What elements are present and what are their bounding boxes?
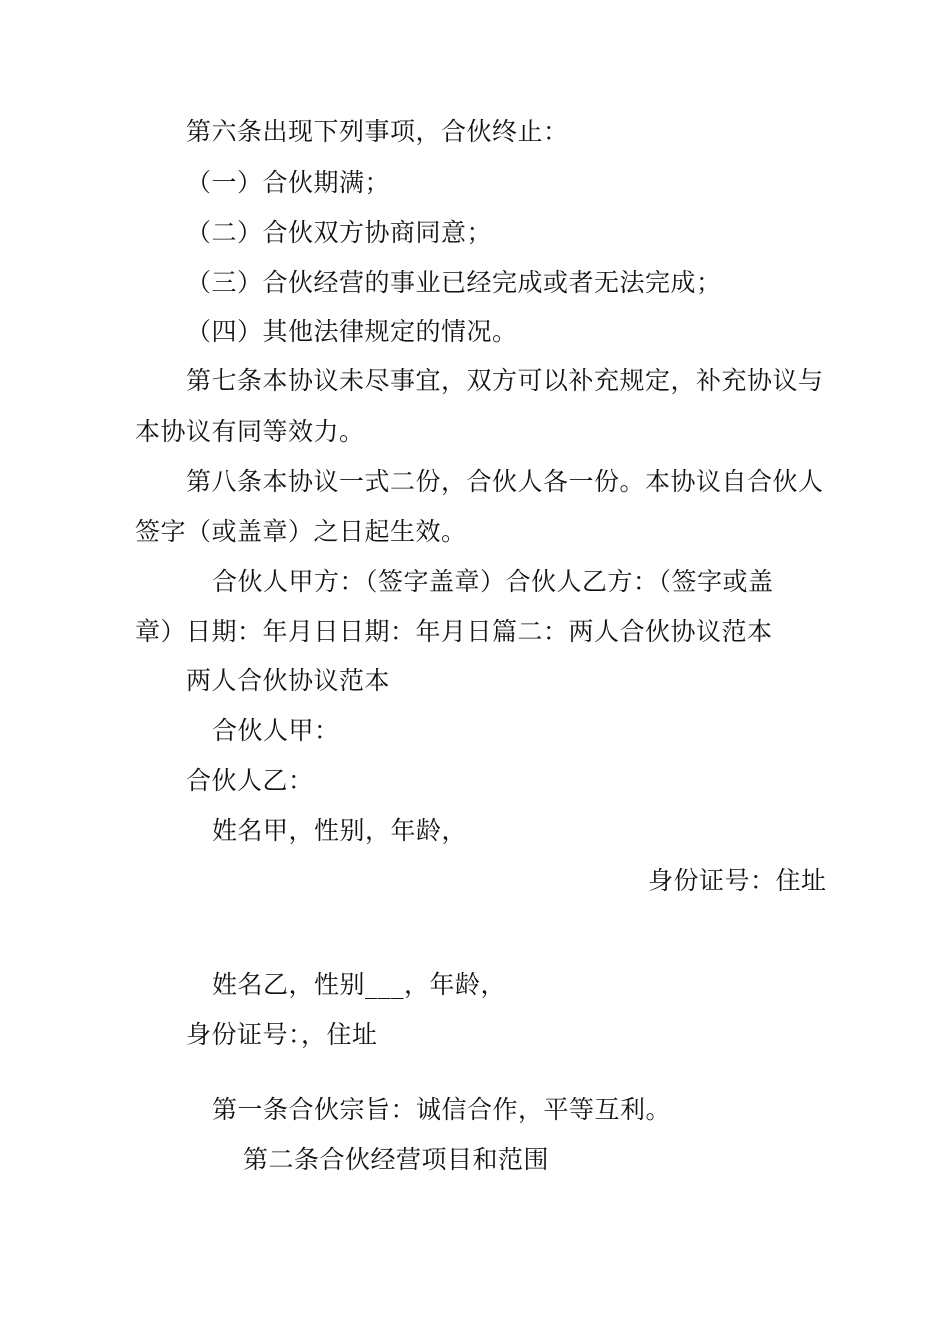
article7-line-2: 本协议有同等效力。 — [135, 417, 365, 446]
section-title: 两人合伙协议范本 — [186, 666, 391, 695]
article7-line-1: 第七条本协议未尽事宜，双方可以补充规定，补充协议与 — [186, 366, 824, 395]
partner-a-name-line: 姓名甲，性别，年龄， — [212, 816, 468, 845]
article1-purpose: 第一条合伙宗旨：诚信合作，平等互利。 — [212, 1095, 672, 1124]
article6-item-1: （一）合伙期满； — [186, 168, 391, 197]
partner-a-label: 合伙人甲： — [212, 716, 340, 745]
article8-line-2: 签字（或盖章）之日起生效。 — [135, 517, 467, 546]
article6-item-4: （四）其他法律规定的情况。 — [186, 317, 518, 346]
signature-line-1: 合伙人甲方：（签字盖章）合伙人乙方：（签字或盖 — [212, 567, 774, 596]
partner-b-id-address: 身份证号：，住址 — [186, 1020, 378, 1049]
partner-a-id-address: 身份证号：住址 — [648, 866, 827, 895]
article6-item-2: （二）合伙双方协商同意； — [186, 218, 493, 247]
partner-b-label: 合伙人乙： — [186, 766, 314, 795]
article8-line-1: 第八条本协议一式二份，合伙人各一份。本协议自合伙人 — [186, 467, 824, 496]
article2-heading: 第二条合伙经营项目和范围 — [243, 1145, 550, 1174]
signature-line-2: 章）日期：年月日日期：年月日篇二：两人合伙协议范本 — [135, 617, 773, 646]
partner-b-name-line: 姓名乙，性别___，年龄， — [212, 970, 507, 999]
article6-item-3: （三）合伙经营的事业已经完成或者无法完成； — [186, 268, 722, 297]
article6-heading: 第六条出现下列事项，合伙终止： — [186, 117, 569, 146]
